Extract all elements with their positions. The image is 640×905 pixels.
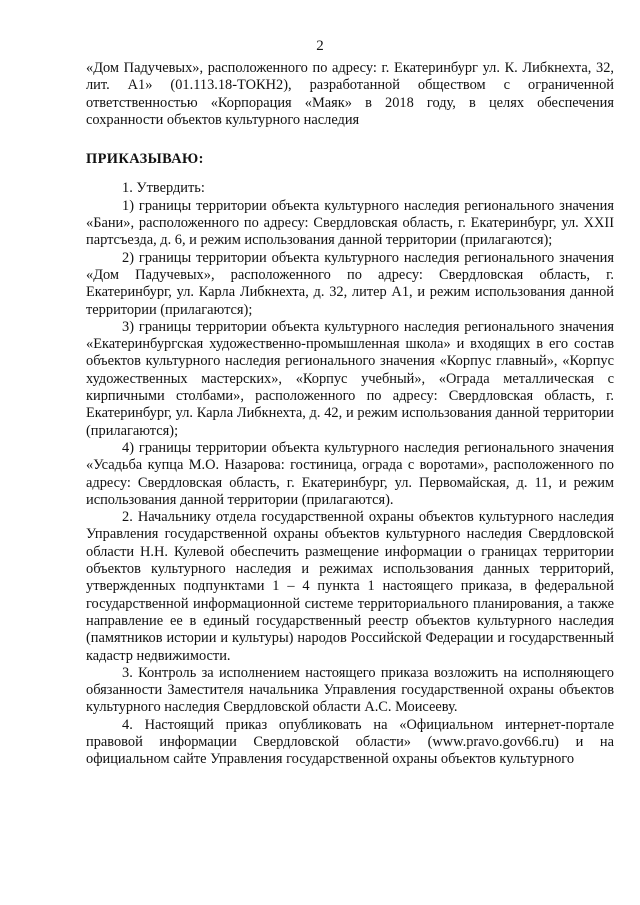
document-body	[86, 60, 614, 769]
paragraph-approve: 1. Утвердить:	[122, 180, 205, 197]
paragraph-item-1: 1) границы территории объекта культурного наследия регионального значения «Бани», расположенного по адресу: Свердловская область, г. Екатеринбург, ул. XXII партсъезда, д. 6, и режим использования данной территории (прилагаются);	[86, 197, 614, 249]
paragraph-2: 2. Начальнику отдела государственной охраны объектов культурного наследия Управления государственной охраны объектов культурного наследия Свердловской области Н.Н. Кулевой обеспечить размещение информации о границах территории объектов культурного наследия и режимах использования данных территорий, утвержденных подпунктами 1 – 4 пункта 1 настоящего приказа, в федеральной государственной информационной системе территориального планирования, а также направление ее в единый государственный реестр объектов культурного наследия (памятников истории и культуры) народов Российской Федерации и государственный кадастр недвижимости.	[86, 509, 614, 664]
page-number: 2	[316, 38, 324, 54]
order-heading: ПРИКАЗЫВАЮ:	[86, 151, 204, 168]
paragraph-item-2: 2) границы территории объекта культурного наследия регионального значения «Дом Падучевых», расположенного по адресу: Свердловская область, г. Екатеринбург, ул. Карла Либкнехта, д. 32, литер А1, и режим использования данной территории (прилагаются);	[86, 249, 614, 318]
paragraph-4: 4. Настоящий приказ опубликовать на «Официальном интернет-портале правовой информации Свердловской области» (www.pravo.gov66.ru) и на официальном сайте Управления государственной охраны объектов культурного	[86, 716, 614, 768]
paragraph-item-4: 4) границы территории объекта культурного наследия регионального значения «Усадьба купца М.О. Назарова: гостиница, ограда с воротами», расположенного по адресу: Свердловская область, г. Екатеринбург, ул. Первомайская, д. 11, и режим использования данной территории (прилагаются).	[86, 439, 614, 508]
paragraph-item-3: 3) границы территории объекта культурного наследия регионального значения «Екатеринбургская художественно-промышленная школа» и входящих в его состав объектов культурного наследия регионального значения «Корпус главный», «Корпус художественных мастерских», «Корпус учебный», «Ограда металлическая с кирпичными столбами», расположенного по адресу: Свердловская область, г. Екатеринбург, ул. Карла Либкнехта, д. 42, и режим использования данной территории (прилагаются);	[86, 318, 614, 439]
paragraph-3: 3. Контроль за исполнением настоящего приказа возложить на исполняющего обязанности Заместителя начальника Управления государственной охраны объектов культурного наследия Свердловской области А.С. Моисееву.	[86, 664, 614, 716]
intro-paragraph: «Дом Падучевых», расположенного по адресу: г. Екатеринбург ул. К. Либкнехта, 32, лит. А1» (01.113.18-ТОКН2), разработанной обществом с ограниченной ответственностью «Корпорация «Маяк» в 2018 году, в целях обеспечения сохранности объектов культурного наследия	[86, 60, 614, 128]
